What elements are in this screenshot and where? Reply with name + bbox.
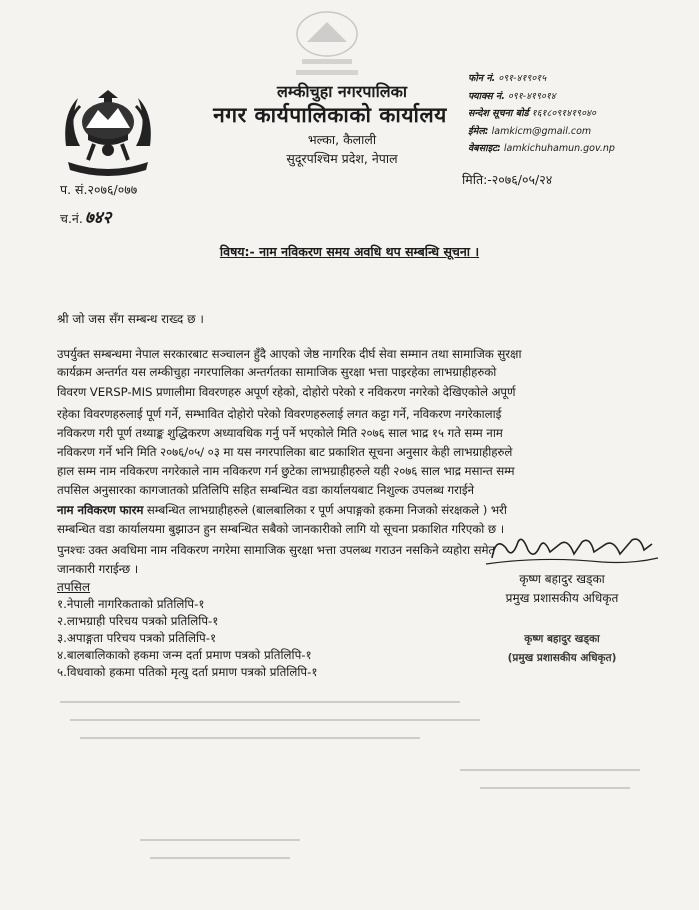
salutation: श्री जो जस सँग सम्बन्ध राख्द छ । <box>57 312 204 326</box>
nepal-emblem-icon <box>58 84 158 176</box>
tapsil-item-2: २.लाभग्राही परिचय पत्रको प्रतिलिपि-१ <box>57 614 219 628</box>
body-line-12: जानकारी गराईन्छ । <box>57 562 139 576</box>
body-line-9 <box>57 502 657 518</box>
sms-row <box>468 105 688 123</box>
website-row <box>468 140 688 158</box>
sms-label: सन्देश सूचना बोर्ड <box>468 108 529 119</box>
ps-value: २०७६/०७७ <box>87 182 138 197</box>
body-line-7: हाल सम्म नाम नविकरण नगरेकाले नाम नविकरण गर्न छुटेका लाभग्राहीहरुले यही २०७६ साल भाद्र मसान्त सम्म <box>57 464 515 478</box>
form-name-bold: नाम नविकरण फारम <box>57 503 144 517</box>
address-line-1: भल्का, कैलाली <box>307 132 377 147</box>
phone-label: फोन नं. <box>468 73 496 84</box>
address-line-2: सुदूरपश्चिम प्रदेश, नेपाल <box>286 151 398 166</box>
handwritten-signature <box>482 530 662 568</box>
body-line-3: विवरण VERSP-MIS प्रणालीमा विवरणहरु अपूर्ण रहेको, दोहोरो परेको र नविकरण नगरेको देखिएकोले अपूर्ण <box>57 385 516 399</box>
signatory-title: प्रमुख प्रशासकीय अधिकृत <box>505 591 619 605</box>
office-name: नगर कार्यपालिकाको कार्यालय <box>213 103 447 127</box>
fax-value: ०९१-४१९०१४ <box>507 90 556 102</box>
faint-seal-watermark <box>272 4 382 84</box>
body-line-4: रहेका विवरणहरुलाई पूर्ण गर्ने, सम्भावित दोहोरो परेको विवरणहरुलाई लगत कट्टा गर्ने, नविकरण नगरेकालाई <box>57 407 502 421</box>
email-label: ईमेल: <box>468 125 489 137</box>
body-line-1: उपर्युक्त सम्बन्धमा नेपाल सरकारबाट सञ्चालन हुँदै आएको जेष्ठ नागरिक दीर्घ सेवा सम्मान तथा सामाजिक सुरक्षा <box>57 347 522 361</box>
body-line-9-rest: सम्बन्धित लाभग्राहीहरुले (बालबालिका र पूर्ण अपाङ्गको हकमा निजको संरक्षकले ) भरी <box>143 503 507 517</box>
contact-block <box>468 70 688 158</box>
body-line-2: कार्यक्रम अन्तर्गत यस लम्कीचुहा नगरपालिका अन्तर्गतका सामाजिक सुरक्षा भत्ता पाइरहेका लाभग्राहीहरुको <box>57 365 497 379</box>
phone-value: ०९१-४१९०१५ <box>498 73 547 84</box>
website-value: lamkichuhamun.gov.np <box>503 143 615 154</box>
tapsil-item-5: ५.विधवाको हकमा पतिको मृत्यु दर्ता प्रमाण पत्रको प्रतिलिपि-१ <box>57 665 318 679</box>
email-row <box>468 123 688 141</box>
body-line-8: तपसिल अनुसारका कागजातको प्रतिलिपि सहित सम्बन्धित वडा कार्यालयबाट निशुल्क उपलब्ध गराईने <box>57 483 474 497</box>
fax-label: फ्याक्स नं. <box>468 90 505 102</box>
subject-text: विषय:- नाम नविकरण समय अवधि थप सम्बन्धि सूचना । <box>219 244 480 259</box>
cn-label: च.नं. <box>60 211 83 226</box>
municipality-name: लम्कीचुहा नगरपालिका <box>276 82 408 101</box>
subject-line <box>0 243 699 260</box>
cn-value-handwritten: ७४२ <box>84 208 112 228</box>
official-stamp <box>462 630 662 668</box>
phone-row <box>468 70 688 88</box>
ps-label: प. सं. <box>60 182 88 197</box>
website-label: वेबसाइट: <box>468 143 501 154</box>
tapsil-item-3: ३.अपाङ्गता परिचय पत्रको प्रतिलिपि-१ <box>57 631 217 645</box>
bleed-through-texture <box>40 690 680 890</box>
tapsil-heading: तपसिल <box>57 580 91 594</box>
signatory-name: कृष्ण बहादुर खड्का <box>519 572 605 586</box>
body-line-11: पुनश्चः उक्त अवधिमा नाम नविकरण नगरेमा सामाजिक सुरक्षा भत्ता उपलब्ध गराउन नसकिने व्यहोरा समेत <box>57 543 496 557</box>
body-line-5: नविकरण गरी पूर्ण तथ्याङ्क शुद्धिकरण अध्यावधिक गर्नु पर्ने भएकोले मिति २०७६ साल भाद्र १५ गते सम्म नाम <box>57 426 503 440</box>
stamp-title: (प्रमुख प्रशासकीय अधिकृत) <box>507 652 617 664</box>
body-line-6: नविकरण गर्ने भनि मिति २०७६/०५/ ०३ मा यस नगरपालिका बाट प्रकाशित सूचना अनुसार केही लाभग्राहीहरुले <box>57 445 513 459</box>
email-value: lamkicm@gmail.com <box>491 125 592 137</box>
tapsil-item-1: १.नेपाली नागरिकताको प्रतिलिपि-१ <box>57 597 205 611</box>
body-line-10: सम्बन्धित वडा कार्यालयमा बुझाउन हुन सम्बन्धित सबैको जानकारीको लागि यो सूचना प्रकाशित गरिएको छ । <box>57 522 505 536</box>
fax-row <box>468 88 688 106</box>
letter-date: मिति:-२०७६/०५/२४ <box>462 172 553 187</box>
letter-reference-ps <box>60 181 137 198</box>
tapsil-item-4: ४.बालबालिकाको हकमा जन्म दर्ता प्रमाण पत्रको प्रतिलिपि-१ <box>57 648 312 662</box>
sms-value: १६१८०९१४१९०४० <box>531 108 596 119</box>
letter-reference-cn <box>60 205 111 228</box>
stamp-name: कृष्ण बहादुर खड्का <box>524 633 600 645</box>
